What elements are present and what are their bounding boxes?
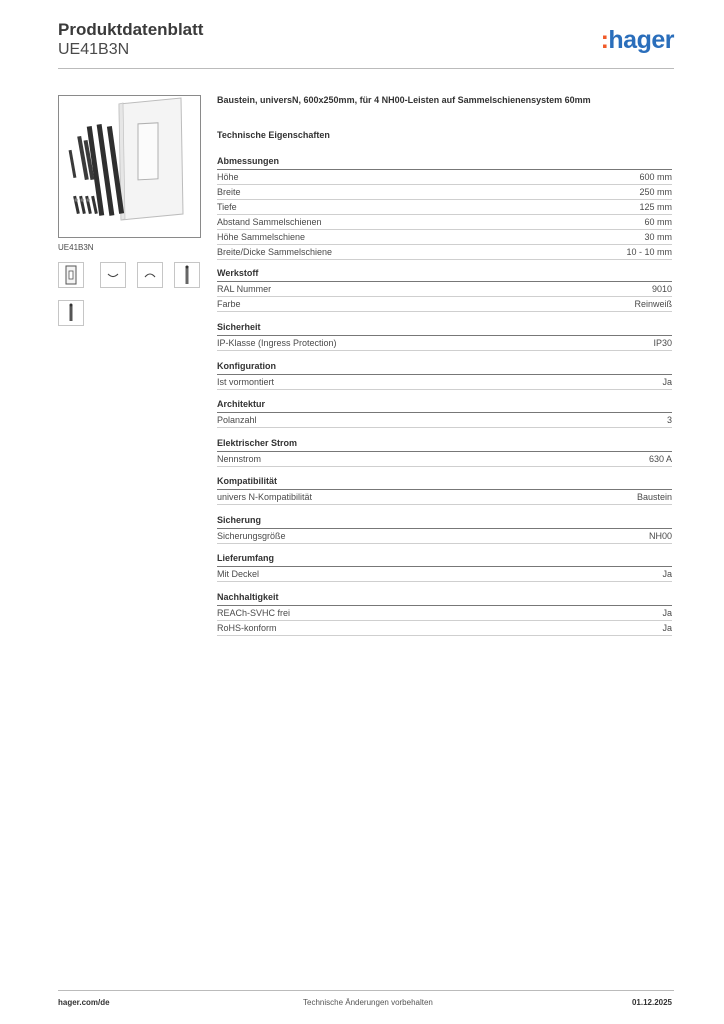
- table-row: [217, 282, 672, 297]
- table-row: [217, 452, 672, 467]
- footer-date: 01.12.2025: [631, 998, 672, 1007]
- row-value: 125 mm: [639, 202, 672, 212]
- footer-website-link[interactable]: hager.com/de: [58, 998, 110, 1007]
- table-row: [217, 185, 672, 200]
- thumbnail-front[interactable]: [58, 262, 84, 288]
- row-value: 250 mm: [639, 187, 672, 197]
- row-label: Breite/Dicke Sammelschiene: [217, 247, 333, 257]
- row-label: Polanzahl: [217, 415, 257, 425]
- group-abmessungen: [217, 155, 672, 260]
- row-label: Abstand Sammelschienen: [217, 217, 322, 227]
- section-heading: Technische Eigenschaften: [217, 130, 330, 140]
- group-konfiguration: [217, 360, 672, 390]
- side-view-icon: [183, 264, 191, 286]
- thumbnail-bottom[interactable]: [137, 262, 163, 288]
- row-label: REACh-SVHC frei: [217, 608, 291, 618]
- table-row: [217, 200, 672, 215]
- group-title: Konfiguration: [217, 360, 672, 375]
- table-row: [217, 215, 672, 230]
- table-row: [217, 621, 672, 636]
- row-label: Höhe: [217, 172, 239, 182]
- row-label: Tiefe: [217, 202, 237, 212]
- front-view-icon: [64, 265, 78, 285]
- group-title: Elektrischer Strom: [217, 437, 672, 452]
- group-architektur: [217, 398, 672, 428]
- image-caption: UE41B3N: [58, 243, 94, 252]
- product-code: UE41B3N: [58, 41, 130, 58]
- table-row: [217, 375, 672, 390]
- group-sicherheit: [217, 321, 672, 351]
- row-label: Ist vormontiert: [217, 377, 275, 387]
- group-title: Architektur: [217, 398, 672, 413]
- row-value: Ja: [662, 623, 672, 633]
- thumbnail-side-detail[interactable]: [58, 300, 84, 326]
- table-row: [217, 529, 672, 544]
- row-label: RoHS-konform: [217, 623, 277, 633]
- group-title: Lieferumfang: [217, 552, 672, 567]
- row-label: Mit Deckel: [217, 569, 260, 579]
- hager-logo: :hager: [600, 26, 674, 54]
- footer-note: Technische Änderungen vorbehalten: [303, 998, 433, 1007]
- row-label: IP-Klasse (Ingress Protection): [217, 338, 337, 348]
- row-label: Farbe: [217, 299, 241, 309]
- product-image[interactable]: [58, 95, 201, 238]
- group-title: Kompatibilität: [217, 475, 672, 490]
- page-header: [58, 20, 674, 70]
- row-value: 630 A: [648, 454, 672, 464]
- bottom-view-icon: [143, 270, 157, 280]
- table-row: [217, 170, 672, 185]
- row-value: 60 mm: [644, 217, 672, 227]
- footer-divider: [58, 990, 674, 991]
- row-value: 3: [666, 415, 672, 425]
- row-value: IP30: [653, 338, 672, 348]
- group-title: Sicherheit: [217, 321, 672, 336]
- table-row: [217, 490, 672, 505]
- row-label: Höhe Sammelschiene: [217, 232, 306, 242]
- row-value: NH00: [648, 531, 672, 541]
- group-werkstoff: [217, 267, 672, 312]
- group-sicherung: [217, 514, 672, 544]
- row-label: Breite: [217, 187, 241, 197]
- table-row: [217, 413, 672, 428]
- group-title: Werkstoff: [217, 267, 672, 282]
- row-value: Ja: [662, 608, 672, 618]
- group-nachhaltigkeit: [217, 591, 672, 636]
- table-row: [217, 245, 672, 260]
- row-label: Nennstrom: [217, 454, 262, 464]
- row-label: Sicherungsgröße: [217, 531, 286, 541]
- table-row: [217, 567, 672, 582]
- row-value: 600 mm: [639, 172, 672, 182]
- logo-text: hager: [608, 26, 674, 54]
- row-value: 30 mm: [644, 232, 672, 242]
- table-row: [217, 230, 672, 245]
- group-elektrischer-strom: [217, 437, 672, 467]
- row-label: univers N-Kompatibilität: [217, 492, 313, 502]
- group-lieferumfang: [217, 552, 672, 582]
- row-value: Reinweiß: [634, 299, 672, 309]
- table-row: [217, 606, 672, 621]
- page-title: Produktdatenblatt: [58, 20, 204, 39]
- row-value: Baustein: [636, 492, 672, 502]
- row-value: 9010: [651, 284, 672, 294]
- row-value: Ja: [662, 569, 672, 579]
- side-detail-icon: [67, 302, 75, 324]
- group-title: Nachhaltigkeit: [217, 591, 672, 606]
- row-label: RAL Nummer: [217, 284, 272, 294]
- thumbnail-top[interactable]: [100, 262, 126, 288]
- top-view-icon: [106, 270, 120, 280]
- table-row: [217, 297, 672, 312]
- table-row: [217, 336, 672, 351]
- row-value: Ja: [662, 377, 672, 387]
- product-description: Baustein, universN, 600x250mm, für 4 NH00-Leisten auf Sammelschienensystem 60mm: [217, 95, 591, 105]
- header-divider: [58, 68, 674, 69]
- product-illustration: [59, 96, 200, 237]
- group-title: Abmessungen: [217, 155, 672, 170]
- row-value: 10 - 10 mm: [626, 247, 672, 257]
- group-title: Sicherung: [217, 514, 672, 529]
- thumbnail-side[interactable]: [174, 262, 200, 288]
- group-kompatibilitaet: [217, 475, 672, 505]
